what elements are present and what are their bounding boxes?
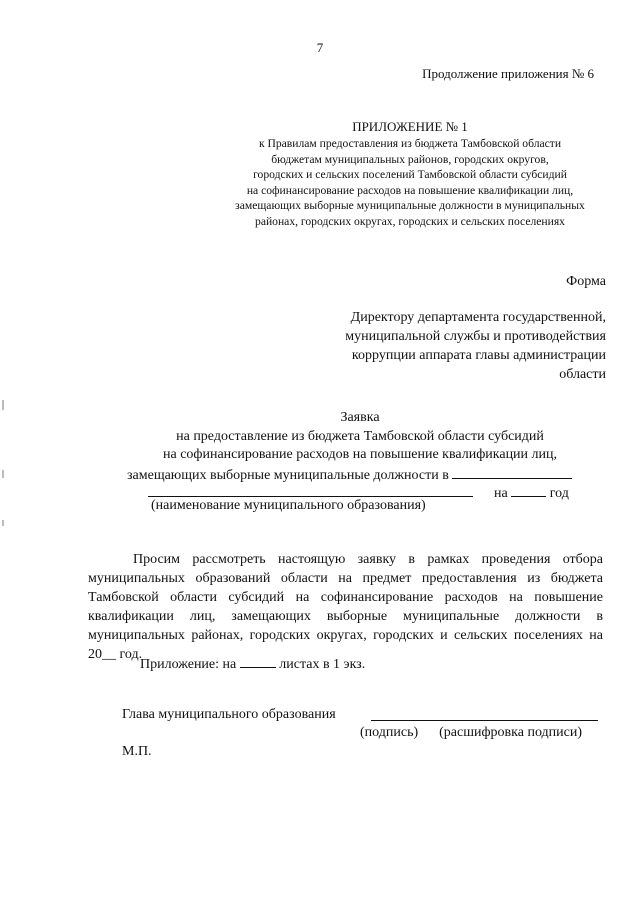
appendix-line: районах, городских округах, городских и сельских поселениях <box>255 214 565 228</box>
signature-line[interactable] <box>371 720 598 721</box>
addressee-line: муниципальной службы и противодействия <box>345 329 606 344</box>
scan-mark <box>2 520 4 526</box>
addressee-line: области <box>559 367 606 382</box>
request-line: замещающих выборные муниципальные должности в <box>127 468 449 483</box>
sheets-blank[interactable] <box>240 654 276 668</box>
request-line-municipality <box>127 465 572 484</box>
attachment-prefix: Приложение: на <box>140 657 237 672</box>
request-paragraph: Просим рассмотреть настоящую заявку в рамках проведения отбора муниципальных образований области на предмет предоставления из бюджета Тамбовской области субсидий на софинансирование расходов на повышение квалификации лиц, замещающих выборные муниципальные должности в муниципальных районах, городских округах, городских и сельских поселениях на 20__ год. <box>88 552 603 662</box>
attachment-suffix: листах в 1 экз. <box>279 657 366 672</box>
addressee-line: Директору департамента государственной, <box>350 310 606 325</box>
scan-mark <box>2 470 4 478</box>
year-label: год <box>549 486 569 501</box>
page-number: 7 <box>316 40 324 55</box>
form-label: Форма <box>566 274 606 289</box>
appendix-line: замещающих выборные муниципальные должности в муниципальных <box>235 199 585 212</box>
addressee-line: коррупции аппарата главы администрации <box>351 348 606 363</box>
appendix-line: к Правилам предоставления из бюджета Тамбовской области <box>258 137 562 150</box>
request-line: на предоставление из бюджета Тамбовской области субсидий <box>176 429 544 444</box>
year-blank[interactable] <box>511 483 546 497</box>
appendix-line: бюджетам муниципальных районов, городских округов, <box>271 152 549 166</box>
request-body <box>88 550 603 664</box>
sign-caption: (подпись) <box>360 725 419 740</box>
addressee-block <box>345 308 606 384</box>
appendix-line: городских и сельских поселений Тамбовской области субсидий <box>253 168 567 181</box>
attachment-line <box>140 654 365 673</box>
municipality-blank[interactable] <box>452 465 572 479</box>
scan-mark <box>2 400 4 410</box>
appendix-header <box>200 118 620 229</box>
head-label: Глава муниципального образования <box>122 707 336 722</box>
appendix-line: на софинансирование расходов на повышение квалификации лиц, <box>246 183 574 197</box>
signature-captions <box>360 725 582 741</box>
request-title: Заявка <box>340 410 380 425</box>
decode-caption: (расшифровка подписи) <box>439 725 583 740</box>
appendix-title: ПРИЛОЖЕНИЕ № 1 <box>352 119 468 134</box>
continuation-note: Продолжение приложения № 6 <box>422 66 594 81</box>
request-line: на софинансирование расходов на повышение квалификации лиц, <box>162 447 558 462</box>
stamp-label: М.П. <box>122 744 152 759</box>
municipality-caption: (наименование муниципального образования) <box>151 498 426 513</box>
year-prefix: на <box>494 486 508 501</box>
municipality-name-blank[interactable] <box>148 483 473 497</box>
